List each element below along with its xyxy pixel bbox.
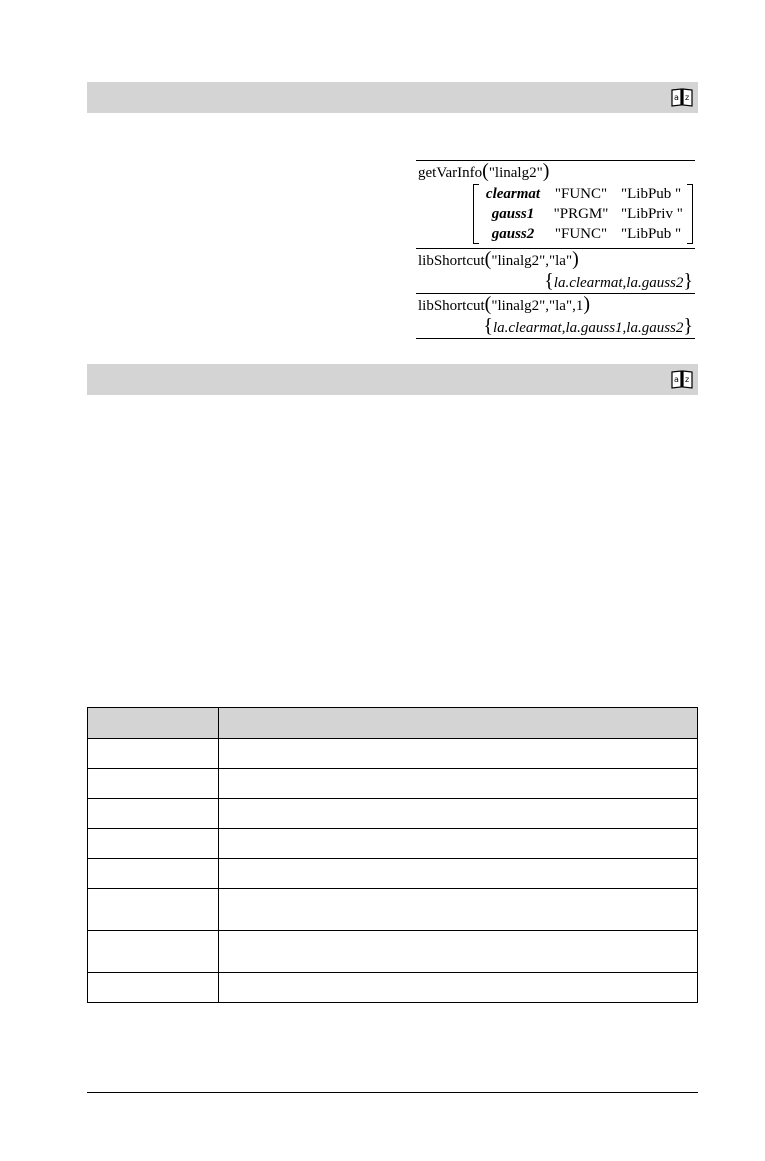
command-name: libShortcut [418, 253, 485, 269]
table-cell [88, 931, 219, 973]
table-cell [88, 889, 219, 931]
table-cell [219, 829, 698, 859]
table-cell [219, 973, 698, 1003]
table-row [88, 889, 698, 931]
svg-text:a: a [674, 93, 679, 102]
table-cell [88, 769, 219, 799]
table-row [88, 973, 698, 1003]
table-header-cell [219, 708, 698, 739]
command-name: getVarInfo [418, 165, 483, 181]
example-libshortcut-private [416, 293, 695, 339]
command-name: libShortcut [418, 298, 485, 314]
table-cell [219, 889, 698, 931]
matrix-row [481, 204, 685, 224]
matrix-cell: "LibPub " [621, 226, 682, 242]
section-header-bar [87, 364, 698, 395]
reference-table [87, 707, 698, 1003]
table-row [88, 859, 698, 889]
table-cell [219, 931, 698, 973]
result-item: la.gauss1 [565, 320, 623, 336]
table-cell [219, 799, 698, 829]
table-header-cell [88, 708, 219, 739]
result-item: la.clearmat [492, 320, 562, 336]
table-header-row [88, 708, 698, 739]
matrix-row [481, 224, 685, 244]
svg-text:z: z [685, 375, 690, 384]
matrix-cell: "LibPriv " [621, 206, 683, 222]
example-getvarinfo [416, 160, 695, 248]
example-command: libShortcut("linalg2","la",1) [418, 293, 590, 315]
matrix-cell: gauss1 [491, 206, 535, 222]
table-row [88, 799, 698, 829]
command-args: "linalg2" [488, 165, 543, 181]
example-libshortcut [416, 248, 695, 293]
table-cell [219, 739, 698, 769]
matrix-row [481, 184, 685, 204]
result-matrix [473, 184, 693, 244]
footer-rule [87, 1092, 698, 1093]
result-item: la.clearmat [553, 275, 623, 291]
example-result: {la.clearmat,la.gauss1,la.gauss2} [483, 315, 693, 337]
table-cell [88, 799, 219, 829]
matrix-cell: "FUNC" [554, 186, 608, 202]
table-row [88, 769, 698, 799]
command-args: "linalg2","la",1 [491, 298, 584, 314]
result-item: la.gauss2 [626, 320, 684, 336]
example-command: getVarInfo("linalg2") [418, 160, 550, 182]
matrix-cell: gauss2 [491, 226, 535, 242]
table-cell [88, 829, 219, 859]
svg-text:a: a [674, 375, 679, 384]
examples-panel [416, 160, 695, 339]
book-icon [670, 368, 694, 390]
matrix-cell: clearmat [485, 186, 541, 202]
matrix-cell: "FUNC" [554, 226, 608, 242]
table-cell [219, 859, 698, 889]
table-cell [88, 859, 219, 889]
table-row [88, 739, 698, 769]
table-row [88, 931, 698, 973]
table-cell [88, 739, 219, 769]
matrix-cell: "LibPub " [621, 186, 682, 202]
matrix-cell: "PRGM" [553, 206, 609, 222]
command-args: "linalg2","la" [491, 253, 573, 269]
section-header-bar [87, 82, 698, 113]
example-command: libShortcut("linalg2","la") [418, 248, 579, 270]
table-cell [88, 973, 219, 1003]
table-row [88, 829, 698, 859]
result-item: la.gauss2 [626, 275, 684, 291]
svg-text:z: z [685, 93, 690, 102]
book-icon [670, 86, 694, 108]
example-result: {la.clearmat,la.gauss2} [544, 270, 693, 292]
table-cell [219, 769, 698, 799]
